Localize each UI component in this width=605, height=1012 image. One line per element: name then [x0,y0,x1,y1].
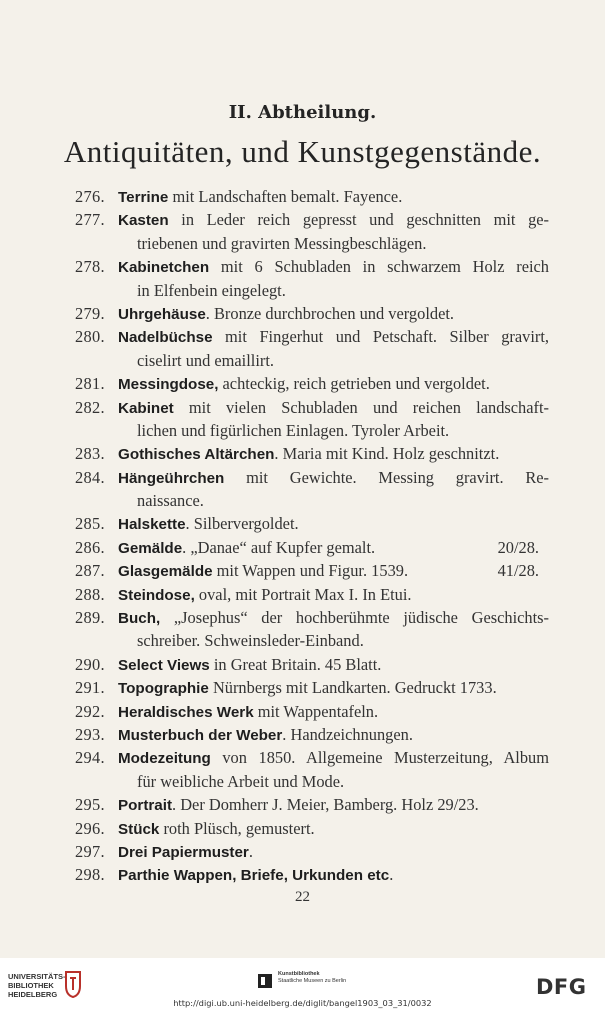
kunstbibliothek-name: Kunstbibliothek [278,971,320,977]
entry-text [118,302,549,326]
entry-first-line [0,255,605,278]
entry-number: 289. [75,608,105,628]
entry-keyword: Kasten [118,212,169,230]
entry-continuation: für weibliche Arbeit und Mode. [137,771,345,791]
catalog-entry [0,653,605,676]
entry-description: von 1850. Allgemeine Musterzeitung, Album [210,748,549,768]
entry-first-line [0,185,605,208]
entry-number: 277. [75,210,105,230]
entry-number: 294. [75,748,105,768]
entry-keyword: Topographie [118,680,209,698]
catalog-entry [0,676,605,699]
entry-description: in Leder reich gepresst und geschnitten mit ge- [168,210,549,230]
entry-description: mit Wappentafeln. [253,701,379,721]
catalog-entry [0,559,605,582]
entry-number: 282. [75,397,105,417]
entry-continuation: ciselirt und emaillirt. [137,350,275,370]
entry-description: . Handzeichnungen. [282,724,413,744]
entry-continuation-line [0,349,605,372]
entry-first-line [0,512,605,535]
catalog-entry [0,302,605,325]
entry-keyword: Buch, [118,610,161,628]
entry-continuation-line [0,419,605,442]
entry-keyword: Terrine [118,189,169,206]
entry-continuation: schreiber. Schweinsleder-Einband. [137,631,364,651]
entry-text [118,676,549,700]
entry-text [118,723,549,747]
entry-keyword: Halskette [118,516,186,534]
entry-description: . Maria mit Kind. Holz geschnitzt. [274,444,500,464]
entry-description: mit vielen Schubladen und reichen landschaft- [173,397,549,417]
entry-description: . „Danae“ auf Kupfer gemalt. [182,537,376,557]
catalog-entry [0,840,605,863]
entry-continuation-line [0,629,605,652]
entry-number: 298. [75,865,105,885]
entry-description: achteckig, reich getrieben und vergoldet. [218,374,490,394]
entry-first-line [0,840,605,863]
entry-first-line [0,466,605,489]
entry-first-line [0,723,605,746]
entry-number: 284. [75,467,105,487]
catalog-entry-list [0,185,605,887]
catalog-entry [0,372,605,395]
entry-keyword: Heraldisches Werk [118,703,254,721]
entry-keyword: Messingdose, [118,376,219,394]
catalog-entry [0,700,605,723]
entry-first-line [0,653,605,676]
catalog-entry [0,442,605,465]
entry-keyword: Gothisches Altärchen [118,446,275,464]
entry-first-line [0,372,605,395]
entry-first-line [0,817,605,840]
entry-description: Nürnbergs mit Landkarten. Gedruckt 1733. [208,678,497,698]
entry-first-line [0,325,605,348]
catalog-entry [0,466,605,513]
entry-continuation: triebenen und gravirten Messingbeschlägen. [137,233,427,253]
catalog-entry [0,723,605,746]
entry-keyword: Select Views [118,656,210,674]
source-url[interactable]: http://digi.ub.uni-heidelberg.de/diglit/bangel1903_03_31/0032 [173,998,432,1008]
entry-continuation: in Elfenbein eingelegt. [137,280,286,300]
entry-description: mit Landschaften bemalt. Fayence. [168,187,403,206]
entry-description: oval, mit Portrait Max I. In Etui. [194,584,412,604]
entry-first-line [0,208,605,231]
entry-text [118,793,549,817]
entry-first-line [0,536,605,559]
entry-first-line [0,700,605,723]
entry-text [118,466,549,490]
entry-number: 283. [75,444,105,464]
section-heading: II. Abtheilung. [228,102,377,123]
entry-description: . Der Domherr J. Meier, Bamberg. Holz 29/23. [172,795,479,815]
entry-description: in Great Britain. 45 Blatt. [209,654,382,674]
university-library-logo-text [8,972,66,999]
entry-text [118,653,549,677]
entry-keyword: Uhrgehäuse [118,305,206,323]
entry-first-line [0,676,605,699]
university-line-1: UNIVERSITÄTS- [8,972,66,981]
entry-keyword: Musterbuch der Weber [118,726,283,744]
page-title: Antiquitäten, und Kunstgegenstände. [63,134,542,169]
entry-description: mit Fingerhut und Petschaft. Silber gravirt, [212,327,549,347]
kunstbibliothek-mark-icon [258,974,272,988]
entry-number: 295. [75,795,105,815]
entry-continuation-line [0,770,605,793]
entry-text [118,606,549,630]
entry-number: 281. [75,374,105,394]
catalog-entry [0,746,605,793]
catalog-entry [0,793,605,816]
entry-description: mit 6 Schubladen in schwarzem Holz reich [209,257,549,277]
entry-first-line [0,863,605,886]
entry-text [118,559,549,583]
entry-text [118,396,549,420]
entry-number: 280. [75,327,105,347]
entry-first-line [0,746,605,769]
entry-number: 296. [75,818,105,838]
museen-name: Staatliche Museen zu Berlin [278,978,347,984]
university-line-3: HEIDELBERG [8,990,58,999]
entry-description: . Bronze durchbrochen und vergoldet. [205,303,454,323]
catalog-entry [0,512,605,535]
entry-description: . [389,865,394,885]
entry-number: 276. [75,187,105,206]
entry-keyword: Steindose, [118,586,195,604]
entry-keyword: Parthie Wappen, Briefe, Urkunden etc [118,867,390,885]
entry-continuation: lichen und figürlichen Einlagen. Tyroler Arbeit. [137,420,450,440]
entry-number: 287. [75,561,105,581]
entry-keyword: Nadelbüchse [118,329,213,347]
catalog-entry [0,863,605,886]
entry-first-line [0,442,605,465]
entry-keyword: Kabinet [118,399,174,417]
entry-keyword: Glasgemälde [118,563,213,581]
entry-number: 279. [75,303,105,323]
entry-first-line [0,793,605,816]
university-line-2: BIBLIOTHEK [8,981,54,990]
catalog-entry [0,583,605,606]
catalog-entry [0,536,605,559]
entry-text [118,746,549,770]
entry-text [118,208,549,232]
entry-keyword: Hängeührchen [118,469,225,487]
entry-first-line [0,396,605,419]
entry-continuation-line [0,279,605,302]
entry-keyword: Stück [118,820,160,838]
entry-number: 288. [75,584,105,604]
entry-text [118,325,549,349]
entry-number: 297. [75,841,105,861]
entry-keyword: Modezeitung [118,750,211,768]
entry-description: roth Plüsch, gemustert. [159,818,315,838]
catalog-entry [0,396,605,443]
entry-number: 278. [75,257,105,277]
university-emblem-icon [62,970,84,998]
entry-text [118,583,549,607]
entry-first-line [0,302,605,325]
entry-keyword: Portrait [118,797,173,815]
entry-price: 20/28. [497,537,539,557]
page-number: 22 [295,889,310,905]
entry-first-line [0,583,605,606]
catalog-entry [0,208,605,255]
catalog-entry [0,255,605,302]
catalog-entry [0,325,605,372]
entry-number: 291. [75,678,105,698]
catalog-entry [0,185,605,208]
entry-description: . Silbervergoldet. [185,514,299,534]
entry-continuation-line [0,489,605,512]
entry-text [118,255,549,279]
entry-text [118,372,549,396]
entry-continuation-line [0,232,605,255]
entry-text [118,863,549,887]
entry-number: 293. [75,724,105,744]
dfg-logo: DFG [536,975,587,999]
entry-description: „Josephus“ der hochberühmte jüdische Geschichts- [160,608,549,628]
entry-text [118,442,549,466]
entry-text [118,840,549,864]
entry-description: mit Gewichte. Messing gravirt. Re- [224,467,549,487]
entry-description: . [248,841,253,861]
entry-number: 290. [75,654,105,674]
entry-text [118,512,549,536]
entry-keyword: Drei Papiermuster [118,843,249,861]
entry-text [118,700,549,724]
entry-text [118,185,549,209]
entry-text [118,817,549,841]
entry-text [118,536,549,560]
entry-continuation: naissance. [137,491,204,511]
footer-bar [0,958,605,1012]
entry-price: 41/28. [497,561,539,581]
catalog-entry [0,817,605,840]
entry-number: 286. [75,537,105,557]
entry-number: 292. [75,701,105,721]
entry-first-line [0,559,605,582]
entry-description: mit Wappen und Figur. 1539. [212,561,409,581]
catalog-entry [0,606,605,653]
entry-keyword: Kabinetchen [118,259,210,277]
entry-first-line [0,606,605,629]
entry-keyword: Gemälde [118,539,183,557]
entry-number: 285. [75,514,105,534]
